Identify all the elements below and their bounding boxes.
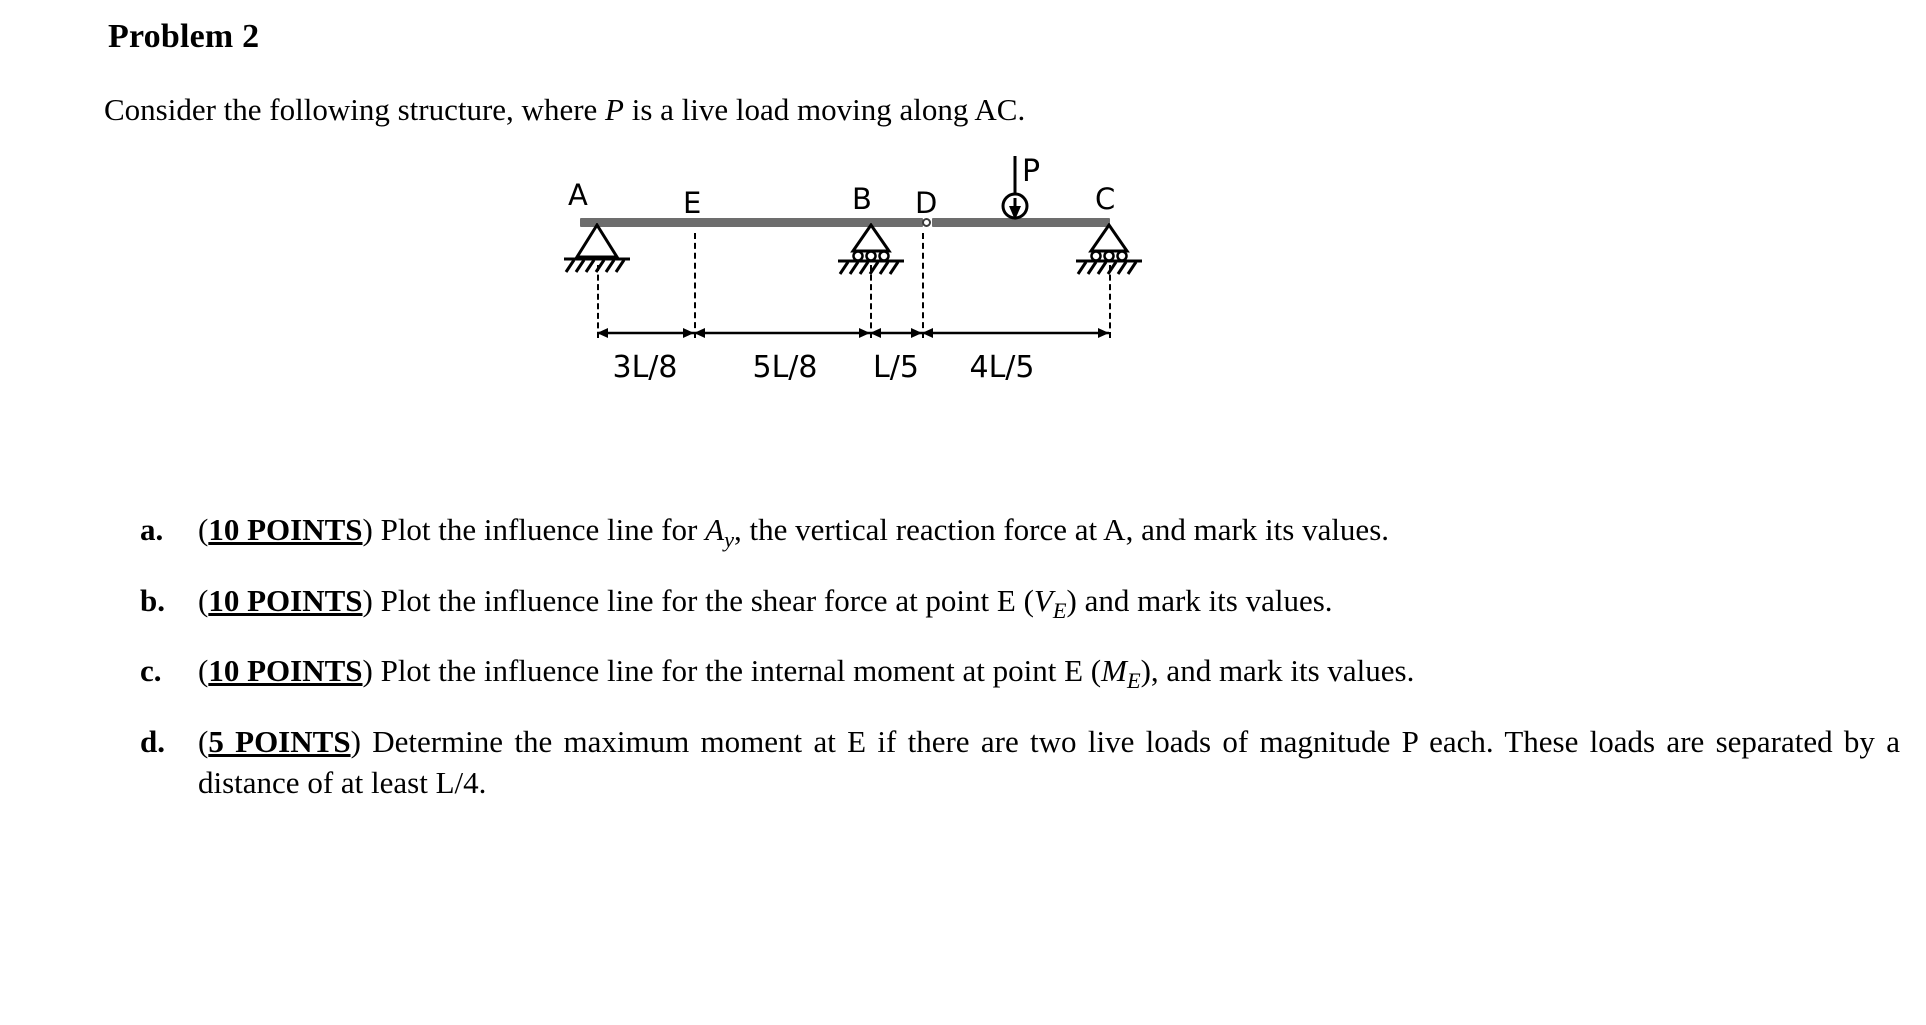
label-point-B: B <box>852 182 872 216</box>
q-c-symbol-sub: E <box>1126 668 1141 694</box>
intro-symbol-P: P <box>605 92 624 127</box>
label-load-P: P <box>1022 154 1041 189</box>
q-c-open: ( <box>198 653 209 689</box>
beam-diagram <box>560 154 1360 420</box>
q-b-open: ( <box>198 582 209 618</box>
dimension-label-2: 5L/8 <box>752 350 818 385</box>
q-a-symbol-sub: y <box>724 527 734 553</box>
q-a-open: ( <box>198 512 209 547</box>
question-marker-c: c. <box>140 653 162 689</box>
q-b-symbol: V <box>1033 582 1053 618</box>
q-c-symbol: M <box>1101 653 1127 689</box>
q-a-body: ) Plot the influence line for <box>362 512 706 547</box>
page-title: Problem 2 <box>108 18 260 55</box>
list-item <box>140 581 1900 626</box>
question-marker-d: d. <box>140 723 165 759</box>
dimension-arrows <box>580 320 1140 346</box>
question-list <box>140 510 1900 830</box>
list-item <box>140 651 1900 696</box>
q-b-body: ) Plot the influence line for the shear force at point E ( <box>362 582 1034 618</box>
q-a-points: 10 POINTS <box>208 512 363 547</box>
dimension-label-3: L/5 <box>873 350 919 385</box>
dimension-label-4: 4L/5 <box>969 350 1035 385</box>
q-b-symbol-sub: E <box>1052 597 1067 623</box>
intro-text-after: is a live load moving along AC. <box>623 92 1026 127</box>
q-d-body: ) Determine the maximum moment at E if there are two live loads of magnitude P each. These loads are separated by a distance of at least L/4. <box>198 723 1901 800</box>
q-c-tail: ), and mark its values. <box>1140 653 1415 689</box>
q-b-tail: ) and mark its values. <box>1066 582 1333 618</box>
dimension-label-1: 3L/8 <box>612 350 678 385</box>
list-item <box>140 722 1900 804</box>
q-c-body: ) Plot the influence line for the internal moment at point E ( <box>362 653 1102 689</box>
q-c-points: 10 POINTS <box>208 653 363 689</box>
question-marker-b: b. <box>140 582 165 618</box>
q-d-points: 5 POINTS <box>208 723 351 759</box>
list-item <box>140 510 1900 555</box>
q-a-symbol: A <box>705 512 725 547</box>
question-marker-a: a. <box>140 512 164 547</box>
label-point-D: D <box>915 186 938 220</box>
intro-text-before: Consider the following structure, where <box>104 92 606 127</box>
label-point-A: A <box>568 178 588 212</box>
label-point-E: E <box>683 186 702 220</box>
intro-paragraph <box>104 92 1025 128</box>
q-b-points: 10 POINTS <box>208 582 363 618</box>
q-d-open: ( <box>198 723 209 759</box>
q-a-tail: , the vertical reaction force at A, and mark its values. <box>733 512 1390 547</box>
label-point-C: C <box>1095 182 1116 216</box>
